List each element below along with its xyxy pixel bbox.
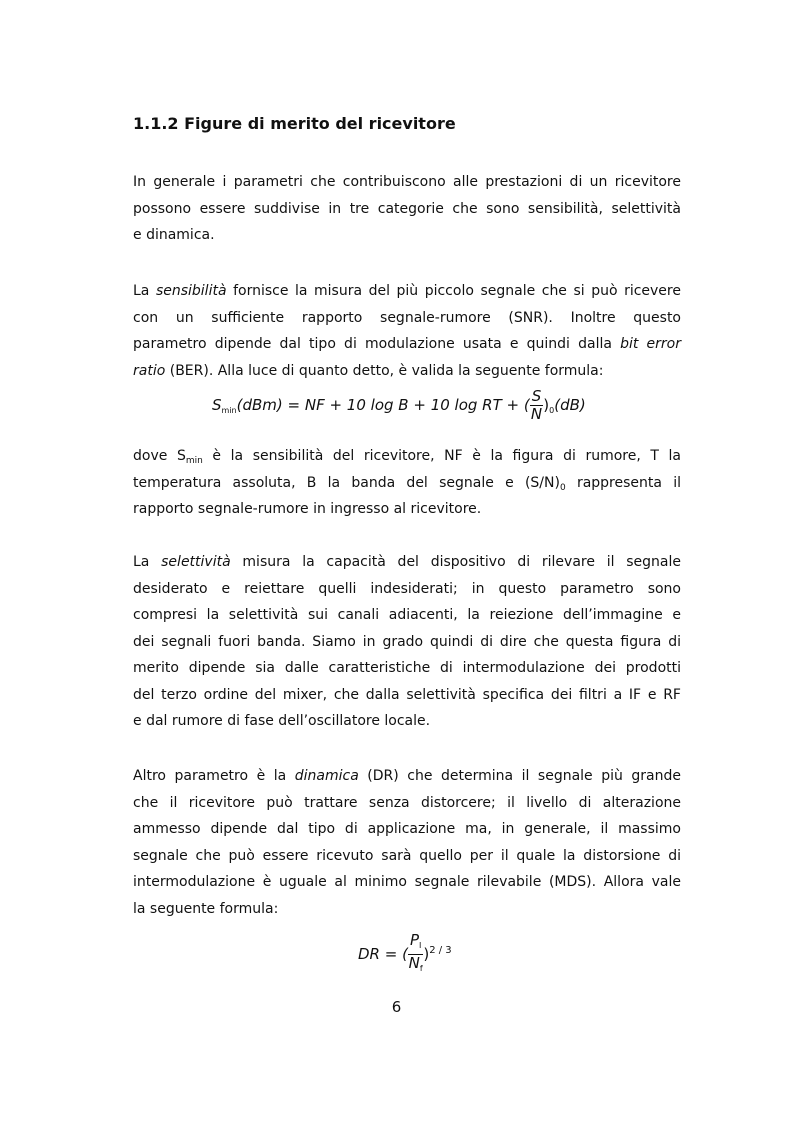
text-run: temperatura assoluta, B la banda del segnale e (S/N)	[133, 474, 560, 491]
text-run: è la sensibilità del ricevitore, NF è la figura di rumore, T la	[202, 448, 681, 464]
text-run: parametro dipende dal tipo di modulazione usata e quindi dalla	[133, 336, 621, 352]
text-line: dei segnali fuori banda. Siamo in grado quindi di dire che questa figura di	[133, 633, 681, 650]
text-line	[133, 358, 681, 385]
text-line: rapporto segnale-rumore in ingresso al ricevitore.	[133, 501, 482, 517]
emphasis-term: selettività	[161, 554, 231, 570]
text-line: compresi la selettività sui canali adiacenti, la reiezione dell’immagine e	[133, 607, 681, 623]
text-line: intermodulazione è uguale al minimo segnale rilevabile (MDS). Allora vale	[133, 874, 681, 890]
formula-text: DR = (	[358, 945, 408, 963]
text-line: che il ricevitore può trattare senza distorcere; il livello di alterazione	[133, 794, 681, 811]
text-subscript: min	[185, 456, 203, 466]
formula-symbol: S	[212, 396, 222, 414]
paragraph-selectivity	[133, 549, 681, 735]
emphasis-term: ratio	[133, 362, 166, 379]
fraction-denominator	[408, 955, 423, 977]
denominator-symbol: N	[408, 954, 420, 972]
fraction-denominator: N	[530, 405, 543, 423]
text-line: e dal rumore di fase dell’oscillatore locale.	[133, 713, 431, 729]
text-line: ammesso dipende dal tipo di applicazione ma, in generale, il massimo	[133, 821, 681, 837]
page-number: 6	[391, 998, 402, 1016]
text-line	[133, 470, 681, 497]
formula-sensitivity	[212, 388, 586, 423]
text-line	[133, 331, 681, 358]
paragraph-definitions	[133, 443, 681, 523]
formula-dynamic-range	[358, 932, 452, 977]
formula-paren: )	[423, 945, 430, 963]
text-run: rappresenta il	[565, 474, 681, 491]
text-line: merito dipende sia dalle caratteristiche di intermodulazione dei prodotti	[133, 660, 681, 676]
fraction-numerator: S	[531, 387, 542, 405]
text-line	[133, 549, 681, 576]
formula-paren: )	[543, 396, 550, 414]
text-line	[133, 443, 681, 470]
emphasis-term: bit error	[620, 336, 681, 352]
text-line: del terzo ordine del mixer, che dalla selettività specifica dei filtri a IF e RF	[133, 686, 681, 703]
fraction-numerator	[408, 932, 423, 955]
numerator-subscript: I	[418, 941, 422, 950]
emphasis-term: sensibilità	[155, 283, 227, 299]
denominator-subscript: f	[419, 964, 423, 973]
numerator-symbol: P	[409, 931, 419, 949]
text-line: la seguente formula:	[133, 900, 279, 917]
paragraph-dynamic-range	[133, 763, 681, 922]
text-run: fornisce la misura del più piccolo segnale che si può ricevere	[226, 283, 681, 299]
formula-text: (dBm) = NF + 10 log B + 10 log RT + (	[236, 396, 530, 414]
formula-exponent: 2 / 3	[429, 945, 452, 956]
text-line	[133, 763, 681, 790]
text-run: La	[133, 554, 162, 570]
formula-subscript: 0	[549, 406, 555, 415]
paragraph-intro	[133, 169, 681, 249]
text-run: (BER). Alla luce di quanto detto, è valida la seguente formula:	[165, 362, 604, 379]
section-heading: 1.1.2 Figure di merito del ricevitore	[133, 114, 456, 133]
text-run: misura la capacità del dispositivo di rilevare il segnale	[230, 554, 681, 570]
formula-text: (dB)	[554, 396, 586, 414]
text-line: segnale che può essere ricevuto sarà quello per il quale la distorsione di	[133, 847, 681, 864]
formula-fraction	[530, 388, 544, 423]
formula-fraction	[408, 932, 423, 977]
emphasis-term: dinamica	[294, 768, 359, 784]
text-line: In generale i parametri che contribuiscono alle prestazioni di un ricevitore	[133, 174, 681, 190]
text-run: (DR) che determina il segnale più grande	[358, 768, 681, 784]
text-line: desiderato e reiettare quelli indesiderati; in questo parametro sono	[133, 580, 681, 597]
text-line: possono essere suddivise in tre categorie che sono sensibilità, selettività	[133, 200, 681, 217]
text-line	[133, 278, 681, 305]
text-run: Altro parametro è la	[133, 768, 295, 784]
text-subscript: 0	[559, 482, 566, 493]
formula-subscript: min	[221, 406, 237, 415]
paragraph-sensitivity	[133, 278, 681, 384]
text-run: La	[133, 283, 156, 299]
text-run: dove S	[133, 448, 186, 464]
text-line: con un sufficiente rapporto segnale-rumore (SNR). Inoltre questo	[133, 309, 681, 326]
text-line: e dinamica.	[133, 227, 215, 243]
